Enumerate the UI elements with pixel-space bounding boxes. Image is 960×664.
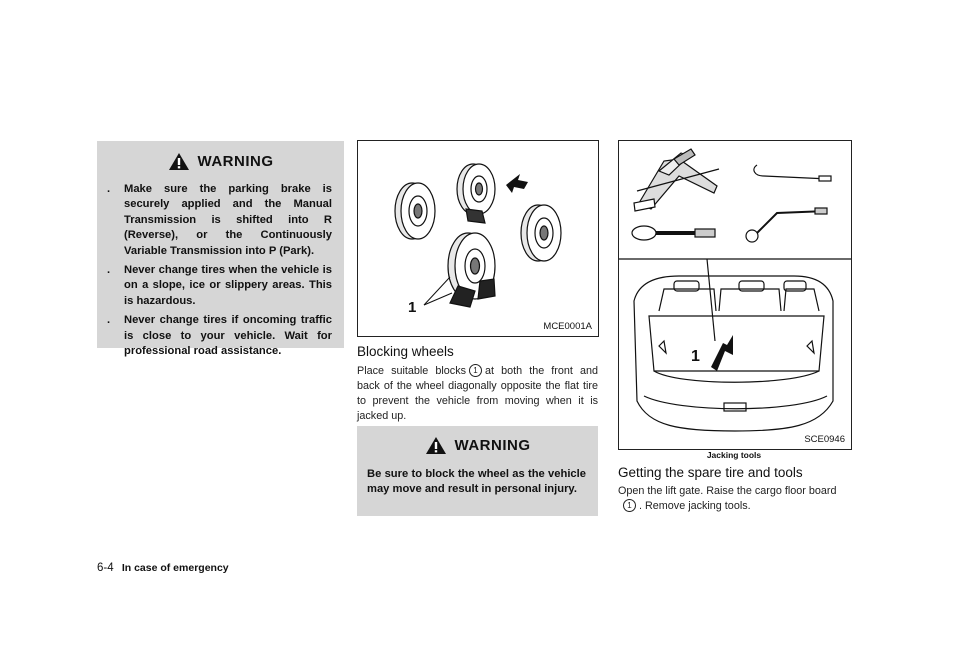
figure-code: SCE0946 [804, 434, 845, 445]
warning-item [107, 263, 332, 309]
jacking-tools-illustration [619, 141, 851, 449]
warning-list [107, 182, 332, 359]
warning-item-text: Never change tires when the vehicle is on a slope, ice or slippery areas. This is hazardous. [124, 264, 332, 307]
figure-blocking-wheels [357, 140, 599, 337]
page-footer [97, 562, 229, 574]
warning-item-text: Make sure the parking brake is securely applied and the Manual Transmission is shifted into R (Reverse), or the Continuously Variable Transmission into P (Park). [124, 183, 332, 257]
ref-number-circle: 1 [469, 364, 482, 377]
wheel-wrench-icon [746, 208, 827, 242]
spare-text-1: Open the lift gate. Raise the cargo floor board [618, 485, 837, 497]
section-title-blocking: Blocking wheels [357, 344, 454, 359]
warning-item-text: Never change tires if oncoming traffic is close to your vehicle. Wait for professional road assistance. [124, 314, 332, 358]
ref-number-circle: 1 [623, 499, 636, 512]
section-name: In case of emergency [121, 562, 229, 574]
warning-box-parking [97, 141, 344, 358]
warning-triangle-icon [425, 436, 447, 455]
jack-rod-icon [754, 165, 831, 181]
warning-box-block-wheel [357, 426, 598, 516]
tire-top [457, 164, 495, 223]
arrow-icon [506, 174, 528, 193]
tire-left [395, 183, 435, 239]
figure-caption: Jacking tools [706, 450, 762, 460]
bullet: . [107, 264, 111, 277]
page-number: 6-4 [97, 562, 114, 574]
spare-text-2: . Remove jacking tools. [639, 500, 751, 512]
callout-1: 1 [408, 299, 417, 316]
warning-header [97, 152, 344, 171]
warning-item [107, 182, 332, 259]
callout-1: 1 [691, 348, 700, 365]
section-title-spare: Getting the spare tire and tools [618, 465, 803, 480]
figure-jacking-tools [618, 140, 852, 450]
figure-code: MCE0001A [543, 321, 592, 332]
blocking-text-1: Place suitable blocks [357, 365, 466, 377]
tire-right [521, 205, 561, 261]
eye-bolt-icon [632, 226, 715, 240]
warning-header [357, 436, 598, 455]
warning-title: WARNING [197, 153, 274, 170]
cargo-area-icon [634, 276, 833, 431]
tire-front [448, 233, 495, 307]
warning-title: WARNING [454, 437, 531, 454]
arrow-icon [711, 335, 733, 371]
spare-paragraph [618, 484, 852, 514]
jack-icon [634, 149, 719, 211]
warning-item [107, 313, 332, 359]
bullet: . [107, 314, 111, 327]
blocking-text-2: at both the front and back of the wheel diagonally opposite the flat tire to prevent the vehicle from moving when it is jacked up. [357, 365, 598, 422]
bullet: . [107, 183, 111, 195]
warning-text: Be sure to block the wheel as the vehicle may move and result in personal injury. [367, 468, 586, 496]
blocking-paragraph [357, 364, 598, 424]
wheel-blocks-illustration [358, 141, 598, 336]
warning-triangle-icon [168, 152, 190, 171]
